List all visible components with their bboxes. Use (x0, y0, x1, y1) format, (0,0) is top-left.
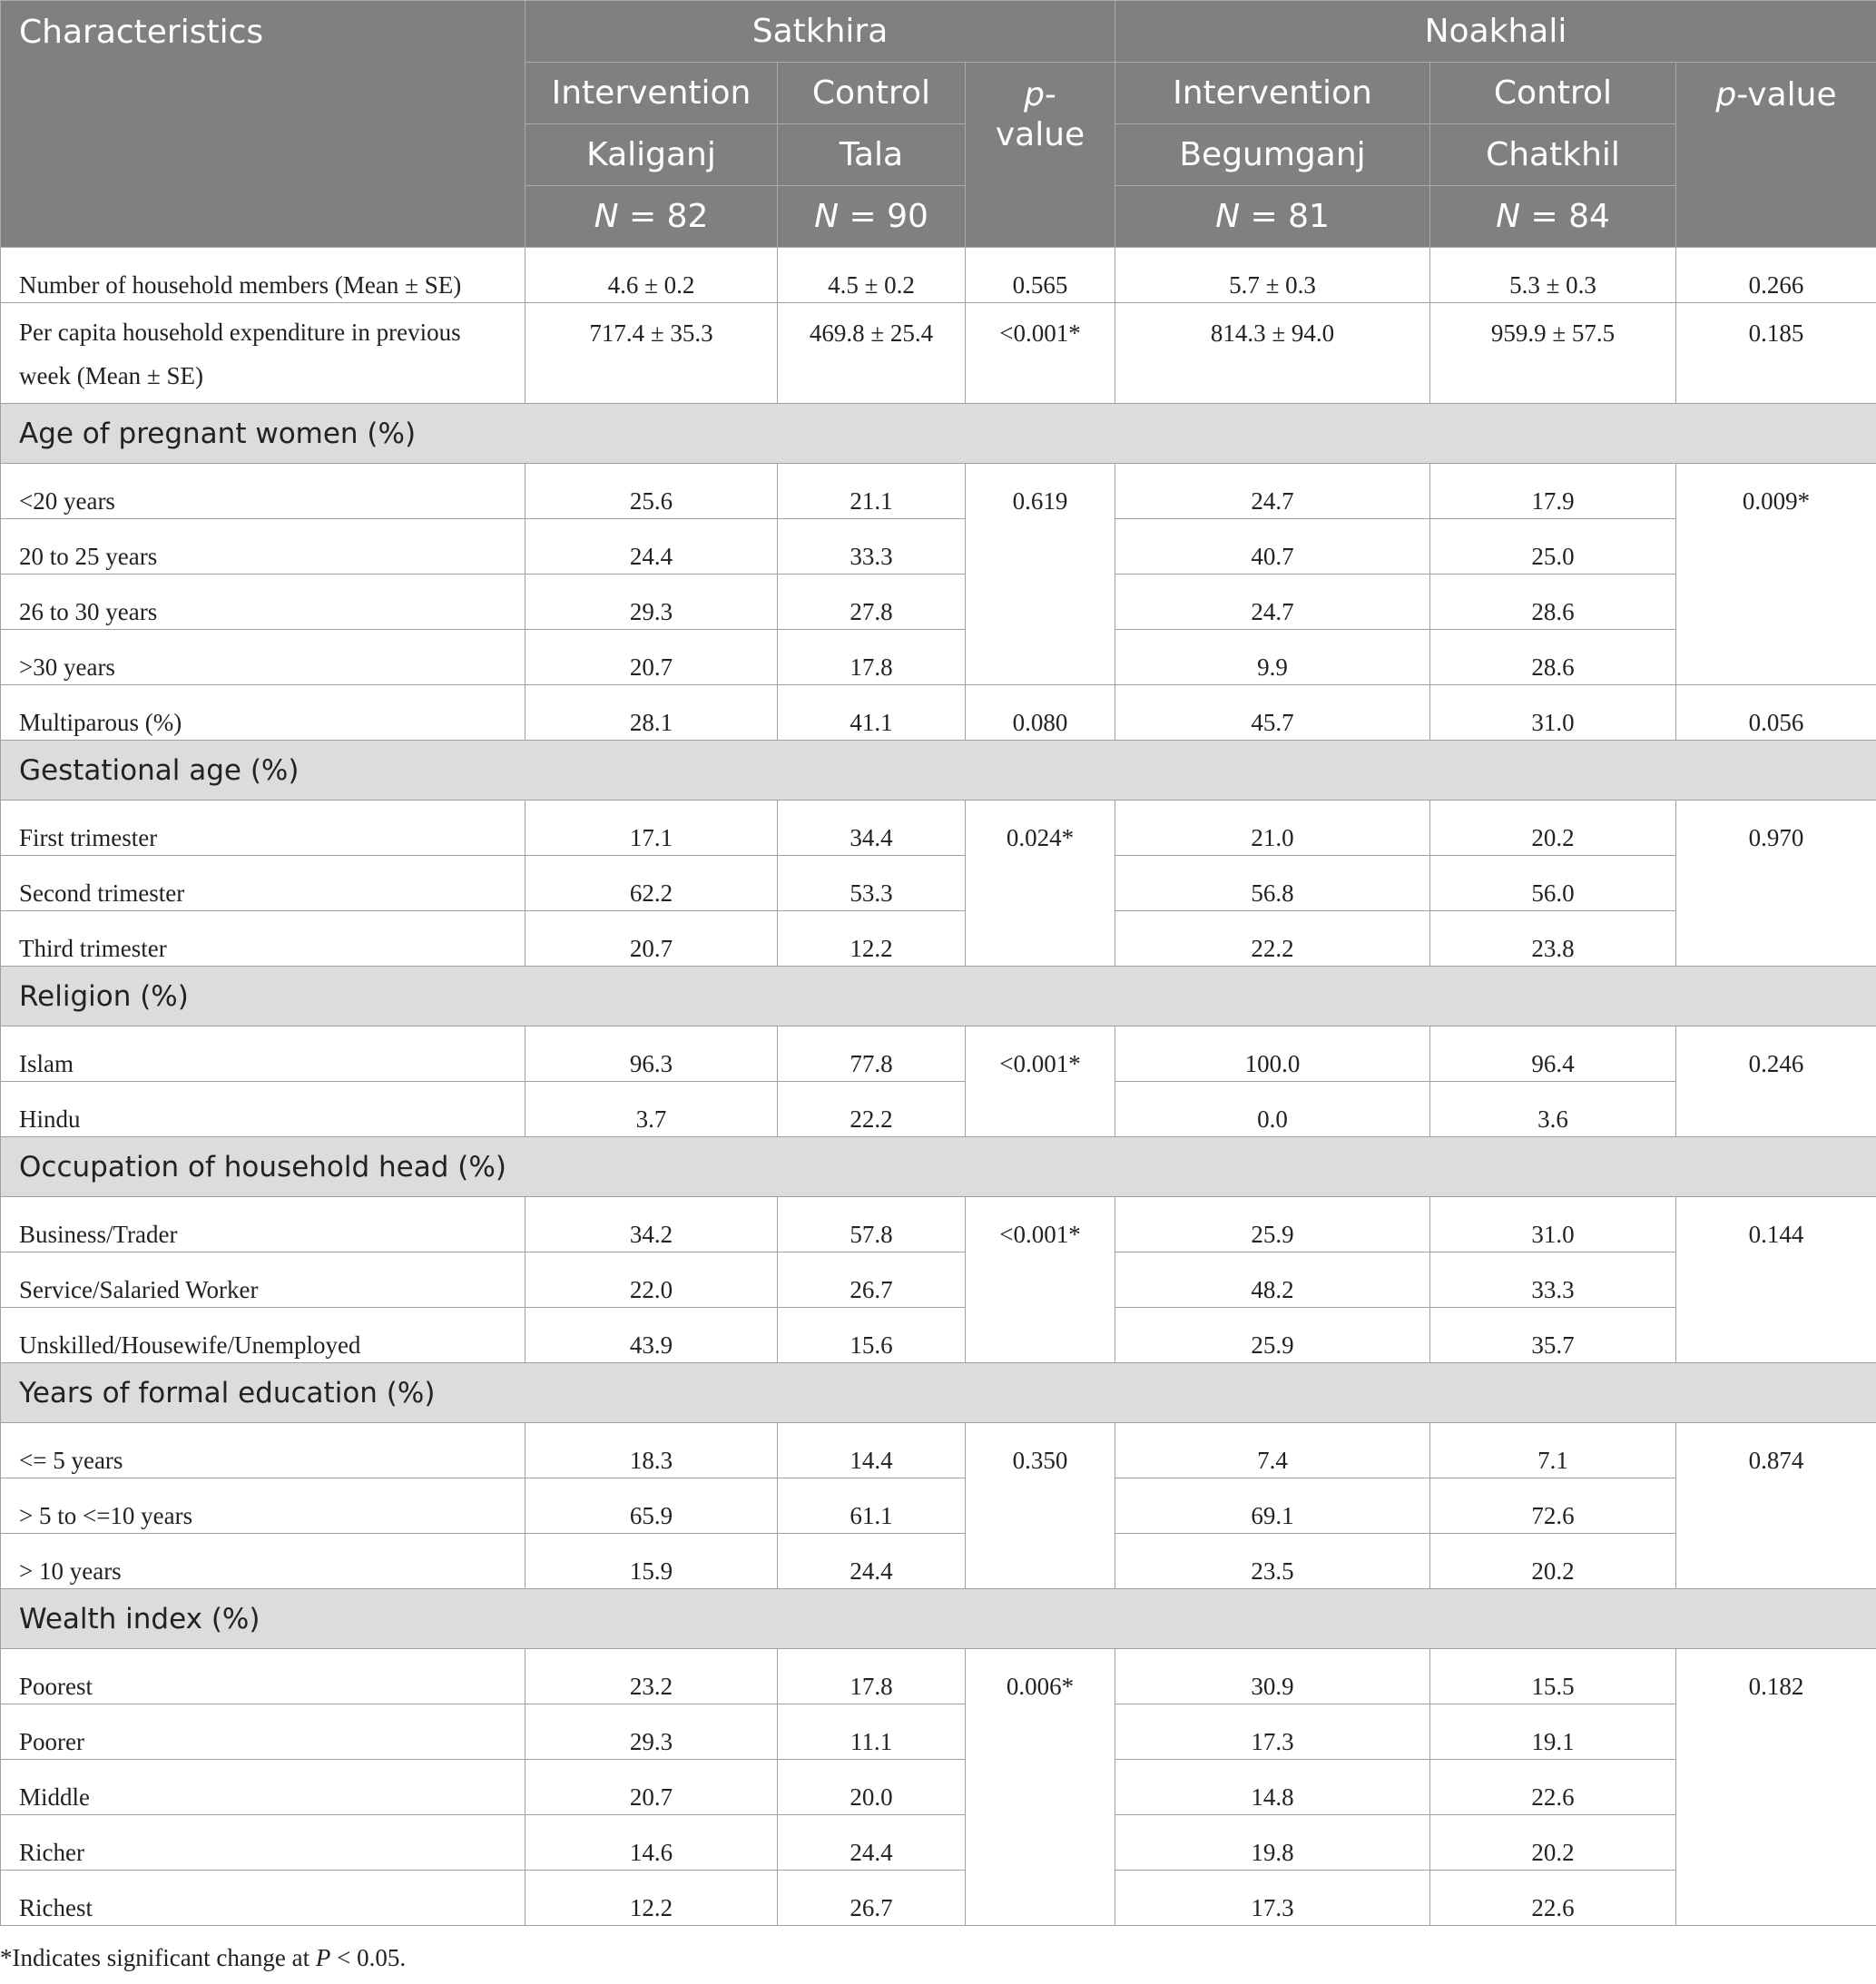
cell-p-value: 0.182 (1676, 1649, 1876, 1926)
cell-value: 7.4 (1115, 1423, 1430, 1478)
table-row (1, 1760, 1876, 1815)
cell-value: 11.1 (778, 1704, 966, 1760)
table-row (1, 685, 1876, 741)
cell-value: 65.9 (525, 1478, 778, 1534)
row-label: >30 years (1, 630, 525, 685)
header-n-tala: N = 90 (778, 186, 966, 248)
cell-value: 3.6 (1430, 1082, 1676, 1137)
table-row (1, 1815, 1876, 1871)
row-label: <= 5 years (1, 1423, 525, 1478)
table-row (1, 1478, 1876, 1534)
cell-p-value: 0.056 (1676, 685, 1876, 741)
cell-value: 20.2 (1430, 800, 1676, 856)
table-row (1, 800, 1876, 856)
table-row (1, 1082, 1876, 1137)
cell-value: 0.0 (1115, 1082, 1430, 1137)
row-label: Multiparous (%) (1, 685, 525, 741)
cell-value: 28.1 (525, 685, 778, 741)
row-label: > 10 years (1, 1534, 525, 1589)
cell-value: 7.1 (1430, 1423, 1676, 1478)
cell-value: 959.9 ± 57.5 (1430, 303, 1676, 404)
row-label: Poorer (1, 1704, 525, 1760)
cell-value: 33.3 (1430, 1252, 1676, 1308)
section-row (1, 1137, 1876, 1197)
row-label: 26 to 30 years (1, 575, 525, 630)
cell-value: 19.8 (1115, 1815, 1430, 1871)
row-label: Third trimester (1, 911, 525, 967)
table-row (1, 1534, 1876, 1589)
header-chatkhil: Chatkhil (1430, 124, 1676, 186)
cell-value: 26.7 (778, 1871, 966, 1926)
cell-value: 15.6 (778, 1308, 966, 1363)
cell-value: 22.6 (1430, 1871, 1676, 1926)
cell-value: 4.5 ± 0.2 (778, 248, 966, 303)
cell-value: 22.2 (778, 1082, 966, 1137)
cell-value: 24.7 (1115, 464, 1430, 519)
cell-value: 26.7 (778, 1252, 966, 1308)
section-title-religion: Religion (%) (1, 967, 1876, 1026)
cell-value: 20.7 (525, 630, 778, 685)
row-label: Islam (1, 1026, 525, 1082)
row-label: Richer (1, 1815, 525, 1871)
cell-value: 17.1 (525, 800, 778, 856)
cell-value: 20.7 (525, 1760, 778, 1815)
cell-value: 28.6 (1430, 630, 1676, 685)
cell-p-value: 0.619 (966, 464, 1115, 685)
header-characteristics: Characteristics (1, 1, 525, 248)
cell-value: 23.5 (1115, 1534, 1430, 1589)
cell-value: 17.3 (1115, 1704, 1430, 1760)
row-label: Richest (1, 1871, 525, 1926)
table-row (1, 575, 1876, 630)
cell-value: 15.5 (1430, 1649, 1676, 1704)
cell-value: 34.4 (778, 800, 966, 856)
cell-value: 53.3 (778, 856, 966, 911)
cell-value: 4.6 ± 0.2 (525, 248, 778, 303)
table-row (1, 464, 1876, 519)
section-title-wealth: Wealth index (%) (1, 1589, 1876, 1649)
section-row (1, 1589, 1876, 1649)
cell-p-value: 0.266 (1676, 248, 1876, 303)
cell-value: 40.7 (1115, 519, 1430, 575)
cell-value: 25.9 (1115, 1197, 1430, 1252)
cell-value: 69.1 (1115, 1478, 1430, 1534)
header-begumganj: Begumganj (1115, 124, 1430, 186)
cell-value: 77.8 (778, 1026, 966, 1082)
section-title-age: Age of pregnant women (%) (1, 404, 1876, 464)
header-satkhira: Satkhira (525, 1, 1115, 63)
cell-value: 14.8 (1115, 1760, 1430, 1815)
table-header (1, 1, 1876, 248)
cell-value: 22.6 (1430, 1760, 1676, 1815)
table-row (1, 1649, 1876, 1704)
row-label: Poorest (1, 1649, 525, 1704)
cell-value: 17.9 (1430, 464, 1676, 519)
cell-value: 48.2 (1115, 1252, 1430, 1308)
row-label: Middle (1, 1760, 525, 1815)
cell-value: 56.0 (1430, 856, 1676, 911)
cell-value: 34.2 (525, 1197, 778, 1252)
cell-value: 12.2 (525, 1871, 778, 1926)
cell-value: 24.4 (778, 1534, 966, 1589)
cell-value: 20.0 (778, 1760, 966, 1815)
cell-value: 9.9 (1115, 630, 1430, 685)
cell-value: 23.8 (1430, 911, 1676, 967)
cell-p-value: 0.565 (966, 248, 1115, 303)
cell-value: 31.0 (1430, 685, 1676, 741)
cell-value: 469.8 ± 25.4 (778, 303, 966, 404)
cell-value: 20.2 (1430, 1534, 1676, 1589)
cell-value: 21.0 (1115, 800, 1430, 856)
row-label: 20 to 25 years (1, 519, 525, 575)
cell-value: 31.0 (1430, 1197, 1676, 1252)
row-label: Service/Salaried Worker (1, 1252, 525, 1308)
cell-value: 22.2 (1115, 911, 1430, 967)
section-title-occupation: Occupation of household head (%) (1, 1137, 1876, 1197)
cell-value: 20.7 (525, 911, 778, 967)
table-footnote: *Indicates significant change at P < 0.05. (0, 1944, 407, 1971)
cell-value: 25.9 (1115, 1308, 1430, 1363)
header-n-kaliganj: N = 82 (525, 186, 778, 248)
cell-value: 15.9 (525, 1534, 778, 1589)
cell-value: 5.7 ± 0.3 (1115, 248, 1430, 303)
table-row (1, 856, 1876, 911)
table-row (1, 911, 1876, 967)
cell-p-value: 0.009* (1676, 464, 1876, 685)
cell-p-value: 0.006* (966, 1649, 1115, 1926)
cell-value: 20.2 (1430, 1815, 1676, 1871)
cell-value: 12.2 (778, 911, 966, 967)
cell-p-value: <0.001* (966, 303, 1115, 404)
table-row (1, 248, 1876, 303)
cell-p-value: 0.144 (1676, 1197, 1876, 1363)
row-label: > 5 to <=10 years (1, 1478, 525, 1534)
cell-value: 17.8 (778, 630, 966, 685)
cell-value: 21.1 (778, 464, 966, 519)
table-row (1, 1252, 1876, 1308)
header-satkhira-control: Control (778, 63, 966, 124)
header-satkhira-p-value: p- value (966, 63, 1115, 248)
section-row (1, 404, 1876, 464)
header-noakhali-control: Control (1430, 63, 1676, 124)
cell-p-value: 0.185 (1676, 303, 1876, 404)
cell-p-value: 0.970 (1676, 800, 1876, 967)
cell-value: 96.3 (525, 1026, 778, 1082)
cell-p-value: 0.874 (1676, 1423, 1876, 1589)
cell-value: 30.9 (1115, 1649, 1430, 1704)
cell-value: 72.6 (1430, 1478, 1676, 1534)
cell-p-value: 0.350 (966, 1423, 1115, 1589)
cell-value: 717.4 ± 35.3 (525, 303, 778, 404)
cell-value: 24.4 (778, 1815, 966, 1871)
cell-value: 29.3 (525, 575, 778, 630)
header-kaliganj: Kaliganj (525, 124, 778, 186)
cell-p-value: <0.001* (966, 1197, 1115, 1363)
table-row (1, 1026, 1876, 1082)
cell-value: 24.7 (1115, 575, 1430, 630)
row-label: Hindu (1, 1082, 525, 1137)
cell-value: 23.2 (525, 1649, 778, 1704)
cell-value: 25.6 (525, 464, 778, 519)
cell-value: 14.6 (525, 1815, 778, 1871)
cell-value: 25.0 (1430, 519, 1676, 575)
table-row (1, 1871, 1876, 1926)
cell-value: 96.4 (1430, 1026, 1676, 1082)
cell-p-value: <0.001* (966, 1026, 1115, 1137)
section-row (1, 1363, 1876, 1423)
cell-value: 100.0 (1115, 1026, 1430, 1082)
table-row (1, 1704, 1876, 1760)
table-body (1, 248, 1876, 1926)
row-label: Second trimester (1, 856, 525, 911)
cell-value: 24.4 (525, 519, 778, 575)
row-label: <20 years (1, 464, 525, 519)
cell-value: 33.3 (778, 519, 966, 575)
cell-value: 29.3 (525, 1704, 778, 1760)
table-row (1, 1197, 1876, 1252)
header-noakhali: Noakhali (1115, 1, 1876, 63)
table-row (1, 303, 1876, 404)
header-noakhali-intervention: Intervention (1115, 63, 1430, 124)
section-title-education: Years of formal education (%) (1, 1363, 1876, 1423)
cell-value: 62.2 (525, 856, 778, 911)
section-title-gestation: Gestational age (%) (1, 741, 1876, 800)
cell-value: 43.9 (525, 1308, 778, 1363)
cell-value: 27.8 (778, 575, 966, 630)
row-label: Per capita household expenditure in previous week (Mean ± SE) (1, 303, 525, 404)
row-label: First trimester (1, 800, 525, 856)
row-label: Business/Trader (1, 1197, 525, 1252)
cell-p-value: 0.246 (1676, 1026, 1876, 1137)
cell-value: 3.7 (525, 1082, 778, 1137)
header-noakhali-p-value: p-value (1676, 63, 1876, 248)
table-row (1, 1308, 1876, 1363)
table-row (1, 1423, 1876, 1478)
cell-value: 56.8 (1115, 856, 1430, 911)
cell-p-value: 0.024* (966, 800, 1115, 967)
cell-value: 19.1 (1430, 1704, 1676, 1760)
cell-value: 57.8 (778, 1197, 966, 1252)
header-n-chatkhil: N = 84 (1430, 186, 1676, 248)
cell-value: 35.7 (1430, 1308, 1676, 1363)
cell-value: 45.7 (1115, 685, 1430, 741)
section-row (1, 967, 1876, 1026)
cell-value: 22.0 (525, 1252, 778, 1308)
cell-value: 17.3 (1115, 1871, 1430, 1926)
table-row (1, 519, 1876, 575)
row-label: Number of household members (Mean ± SE) (1, 248, 525, 303)
header-n-begumganj: N = 81 (1115, 186, 1430, 248)
cell-p-value: 0.080 (966, 685, 1115, 741)
cell-value: 5.3 ± 0.3 (1430, 248, 1676, 303)
cell-value: 17.8 (778, 1649, 966, 1704)
cell-value: 28.6 (1430, 575, 1676, 630)
cell-value: 61.1 (778, 1478, 966, 1534)
cell-value: 814.3 ± 94.0 (1115, 303, 1430, 404)
header-tala: Tala (778, 124, 966, 186)
cell-value: 14.4 (778, 1423, 966, 1478)
row-label: Unskilled/Housewife/Unemployed (1, 1308, 525, 1363)
section-row (1, 741, 1876, 800)
cell-value: 41.1 (778, 685, 966, 741)
header-satkhira-intervention: Intervention (525, 63, 778, 124)
cell-value: 18.3 (525, 1423, 778, 1478)
table-row (1, 630, 1876, 685)
